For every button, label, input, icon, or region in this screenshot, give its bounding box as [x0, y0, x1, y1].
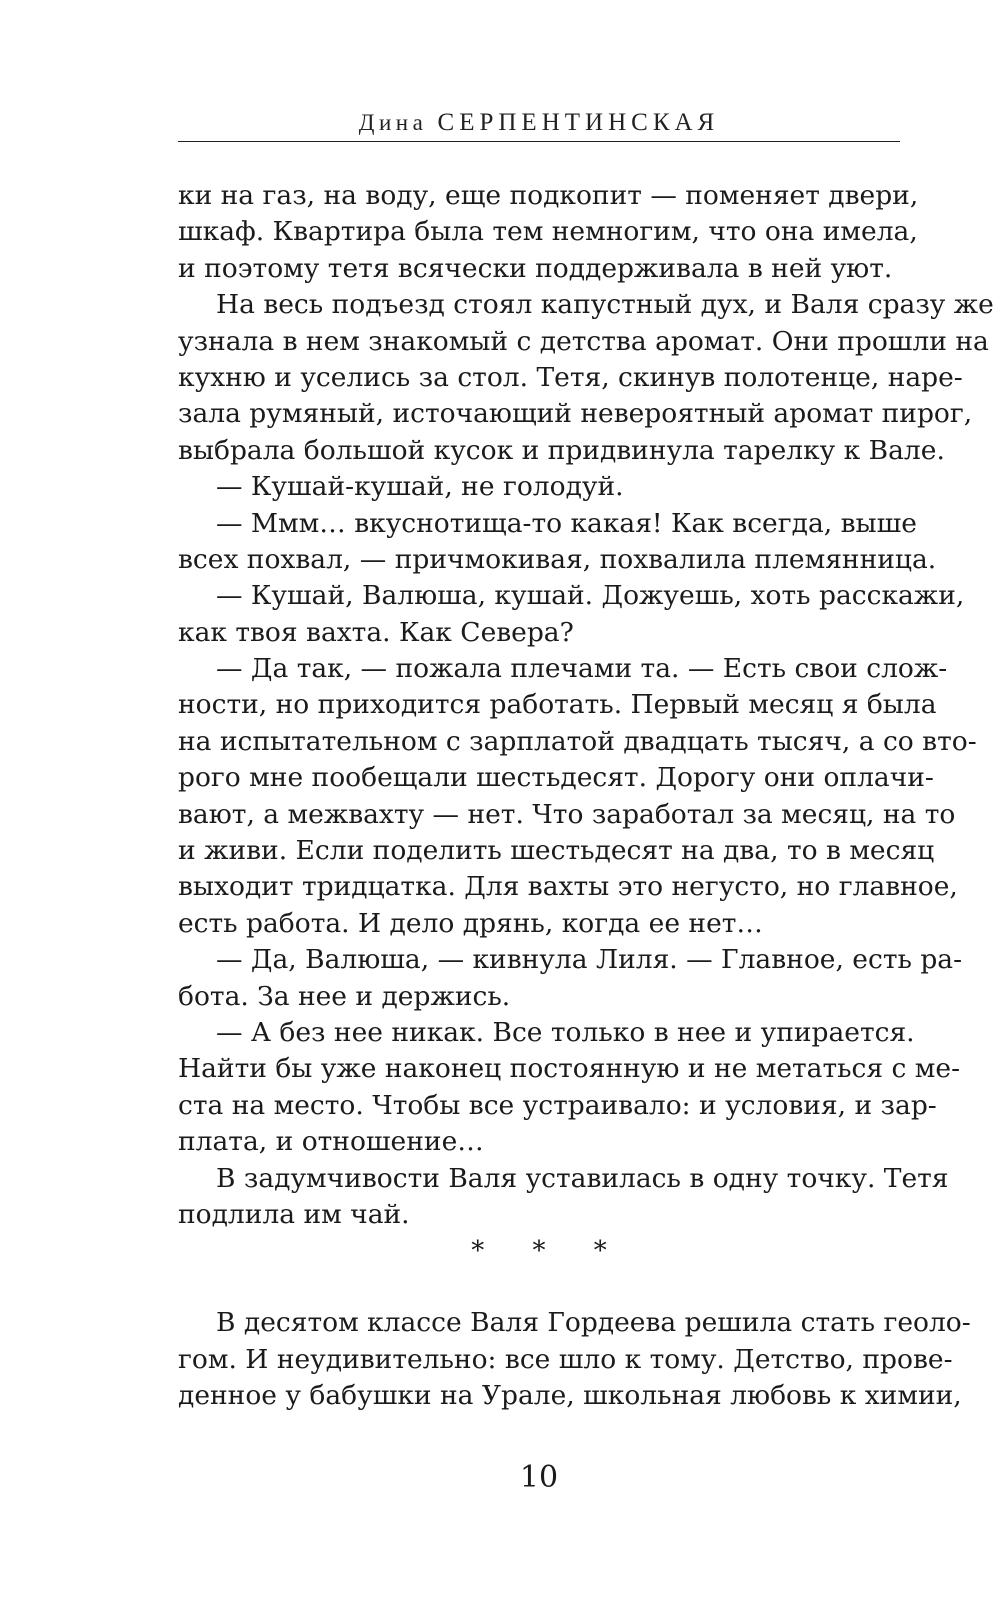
text-line: шкаф. Квартира была тем немногим, что она имела,: [178, 216, 918, 248]
text-line: и поэтому тетя всячески поддерживала в ней уют.: [178, 252, 893, 284]
text-line: и живи. Если поделить шестьдесят на два, то в месяц: [178, 835, 935, 867]
section-separator: * * *: [471, 1236, 627, 1267]
running-head: [178, 108, 900, 138]
text-line: ста на место. Чтобы все устраивало: и условия, и зар-: [178, 1089, 937, 1121]
text-line: В задумчивости Валя уставилась в одну точку. Тетя: [216, 1162, 949, 1194]
text-line: В десятом классе Валя Гордеева решила стать геоло-: [216, 1307, 971, 1339]
text-line: рого мне пообещали шестьдесят. Дорогу они оплачи-: [178, 762, 934, 794]
text-line: узнала в нем знакомый с детства аромат. Они прошли на: [178, 325, 989, 357]
text-line: Найти бы уже наконец постоянную и не метаться с ме-: [178, 1053, 961, 1085]
header-rule: [178, 141, 900, 142]
text-line: — Да так, — пожала плечами та. — Есть свои слож-: [216, 653, 948, 685]
text-line: есть работа. И дело дрянь, когда ее нет…: [178, 907, 763, 939]
text-line: гом. И неудивительно: все шло к тому. Детство, прове-: [178, 1343, 953, 1375]
text-line: — Кушай-кушай, не голодуй.: [216, 471, 624, 503]
text-line: плата, и отношение…: [178, 1126, 484, 1158]
page-number: 10: [519, 1460, 559, 1495]
text-line: На весь подъезд стоял капустный дух, и Валя сразу же: [216, 289, 994, 321]
text-line: вают, а межвахту — нет. Что заработал за месяц, на то: [178, 798, 956, 830]
text-line: бота. За нее и держись.: [178, 980, 511, 1012]
text-line: зала румяный, источающий невероятный аромат пирог,: [178, 398, 973, 430]
author-last-name: СЕРПЕНТИНСКАЯ: [437, 109, 720, 136]
author-first-name: Дина: [358, 110, 428, 135]
text-line: ки на газ, на воду, еще подкопит — поменяет двери,: [178, 180, 919, 211]
text-line: — Ммм… вкуснотища-то какая! Как всегда, выше: [216, 507, 917, 539]
text-line: — Кушай, Валюша, кушай. Дожуешь, хоть расскажи,: [216, 580, 965, 612]
text-line: — А без нее никак. Все только в нее и упирается.: [216, 1016, 915, 1048]
text-line: денное у бабушки на Урале, школьная любовь к химии,: [178, 1380, 962, 1412]
text-line: на испытательном с зарплатой двадцать тысяч, а со вто-: [178, 725, 977, 757]
text-line: ности, но приходится работать. Первый месяц я была: [178, 689, 937, 721]
body-text: [178, 178, 994, 1415]
text-line: подлила им чай.: [178, 1198, 410, 1230]
text-line: выходит тридцатка. Для вахты это негусто, но главное,: [178, 871, 958, 903]
text-line: — Да, Валюша, — кивнула Лиля. — Главное, есть ра-: [216, 944, 963, 976]
text-line: кухню и уселись за стол. Тетя, скинув полотенце, наре-: [178, 361, 963, 393]
text-line: выбрала большой кусок и придвинула тарелку к Вале.: [178, 434, 945, 466]
text-line: как твоя вахта. Как Севера?: [178, 616, 574, 648]
text-line: всех похвал, — причмокивая, похвалила племянница.: [178, 543, 937, 575]
